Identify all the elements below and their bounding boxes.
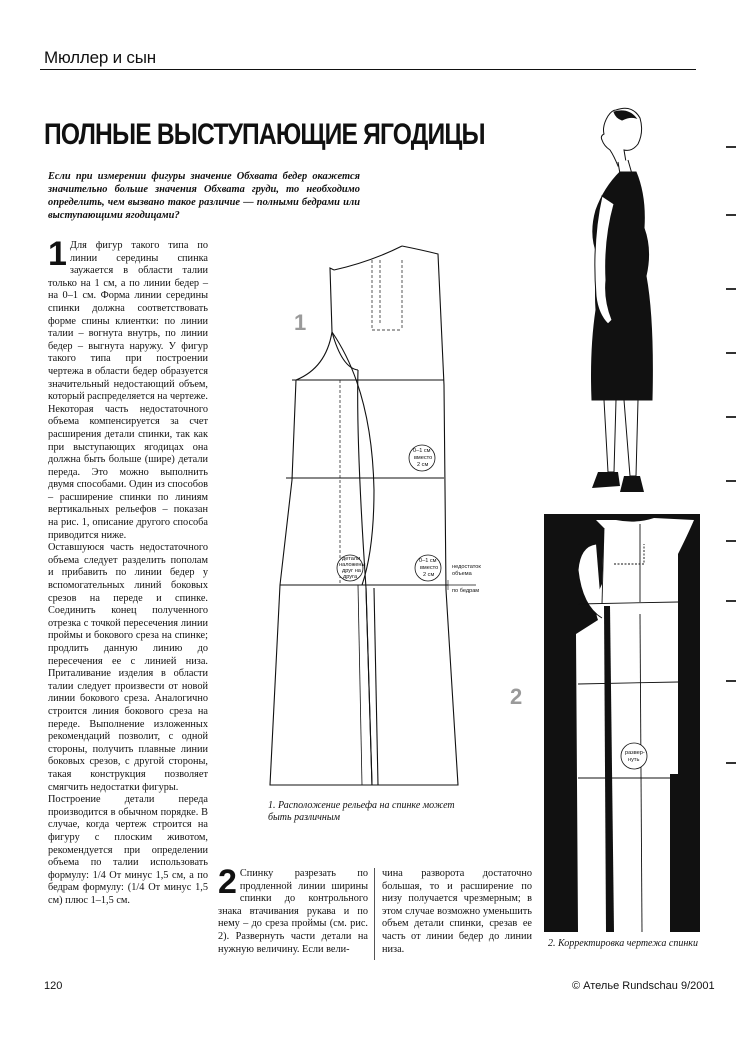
figure-2-corrected-back-draft [544,514,700,932]
section-2-text-a: Спинку разрезать по продленной линии ширины спинки до контрольного знака втачивания рукава и по нему – до среза проймы (см. рис. 2). Развернуть части детали на нужную величину. Если вели- [218,868,368,955]
label-c2: вместо [420,565,439,571]
page-number: 120 [44,980,63,992]
label-c3: 2 см [423,572,435,578]
header-title: Мюллер и сын [44,48,156,67]
annotation-hip-deficit [446,564,481,594]
running-header [40,46,696,70]
edge-tick [726,352,736,354]
section-1-number: 1 [48,235,67,273]
section-2-number: 2 [218,863,237,901]
section-2-text-b: чина разворота достаточно большая, то и расширение по низу получается чрезмерным; в этом случае возможно уменьшить объем детали спинки, срезав ее часть от линии бедер до линии низа. [382,868,532,955]
body-column-1 [48,235,208,907]
label-a3: 2 см [417,462,429,468]
label-b1: детали [342,556,361,562]
section-1-paragraph-3: Оставшуюся часть недостаточного объема следует разделить пополам и прибавить по линии бедер у вспомогательных линий боковых срезов на переде и спинке. Соединить конец полученного отрезка с точкой пересечения линии проймы и бокового среза на спинке; продлить данную линию до пересечения ее с линией низа. Приталивание изделия в области талии следует произвести от новой линии бокового среза. Аналогично строится линия бокового среза на переде. Выполнение изложенных рекомендаций позволит, с одной стороны, получить плавные линии боковых срезов, с другой стороны, такая конструкция позволяет смягчить недостатки фигуры. [48,542,208,793]
label-d2: объема [452,571,472,577]
annotation-circle-a [409,445,435,471]
edge-tick [726,540,736,542]
label-rotate-2: нуть [628,757,640,763]
edge-tick [726,600,736,602]
edge-tick [726,214,736,216]
figure-2-caption: 2. Корректировка чертежа спинки [548,938,698,949]
section-1-paragraph-2: Некоторая часть недостаточного объема компенсируется за счет расширения детали спинки, так как при выступающих ягодицах она должна быть больше (шире) детали переда. Это можно выполнить двумя способами. Один из способов – расширение спинки по линиям вертикальных рельефов – показан на рис. 1, описание другого способа приводится ниже. [48,403,208,541]
article-headline: ПОЛНЫЕ ВЫСТУПАЮЩИЕ ЯГОДИЦЫ [44,118,485,151]
column-divider [374,868,375,960]
edge-tick [726,146,736,148]
figure-2-number: 2 [510,684,523,709]
edge-tick [726,288,736,290]
label-c1: 0–1 см [419,558,437,564]
figure-1-caption: 1. Расположение рельефа на спинке может быть различным [268,800,455,823]
label-a1: 0–1 см [413,448,431,454]
body-column-3 [382,868,532,956]
label-b2: наложены [339,562,366,568]
label-b3: друг на [342,568,361,574]
edge-tick [726,480,736,482]
annotation-circle-c [415,555,441,581]
label-rotate-1: развер- [625,750,645,756]
section-1-paragraph-4: Построение детали переда производится в обычном порядке. В случае, когда чертеж строится на фигуру с плоским животом, рекомендуется при определении объема по талии использовать формулу: 1/4 От минус 1,5 см, а по бедрам формулу: (1/4 От минус 1,5 см) плюс 1–1,5 см. [48,794,208,906]
edge-tick [726,762,736,764]
figure-1-number: 1 [294,310,307,335]
section-1-paragraph-1: Для фигур такого типа по линии середины спинка заужается в области талии только на 1 см, а по линии бедер – на 0–1 см. Форма линии середины спинки должна соответствовать форме спины клиентки: по линии талии – вогнута внутрь, по линии бедер – выгнута наружу. У фигур такого типа при построении чертежа в области бедер образуется значительный недостающий объем, который распределяется на чертеже. [48,240,208,403]
label-a2: вместо [414,455,433,461]
annotation-circle-b [337,555,366,581]
label-d3: по бедрам [452,588,480,594]
woman-silhouette-illustration [574,100,694,500]
annotation-circle-rotate [621,743,647,769]
edge-tick [726,416,736,418]
label-b4: друга [343,574,358,580]
label-d1: недостаток [452,564,481,570]
edge-tick [726,680,736,682]
article-lead: Если при измерении фигуры значение Обхвата бедер окажется значительно больше значения Обхвата груди, то необходимо определить, чем вызвано такое различие — полными бедрами или выступающими ягодицами? [48,171,360,221]
footer-credit: © Ателье Rundschau 9/2001 [572,980,715,992]
body-column-2 [218,863,368,956]
